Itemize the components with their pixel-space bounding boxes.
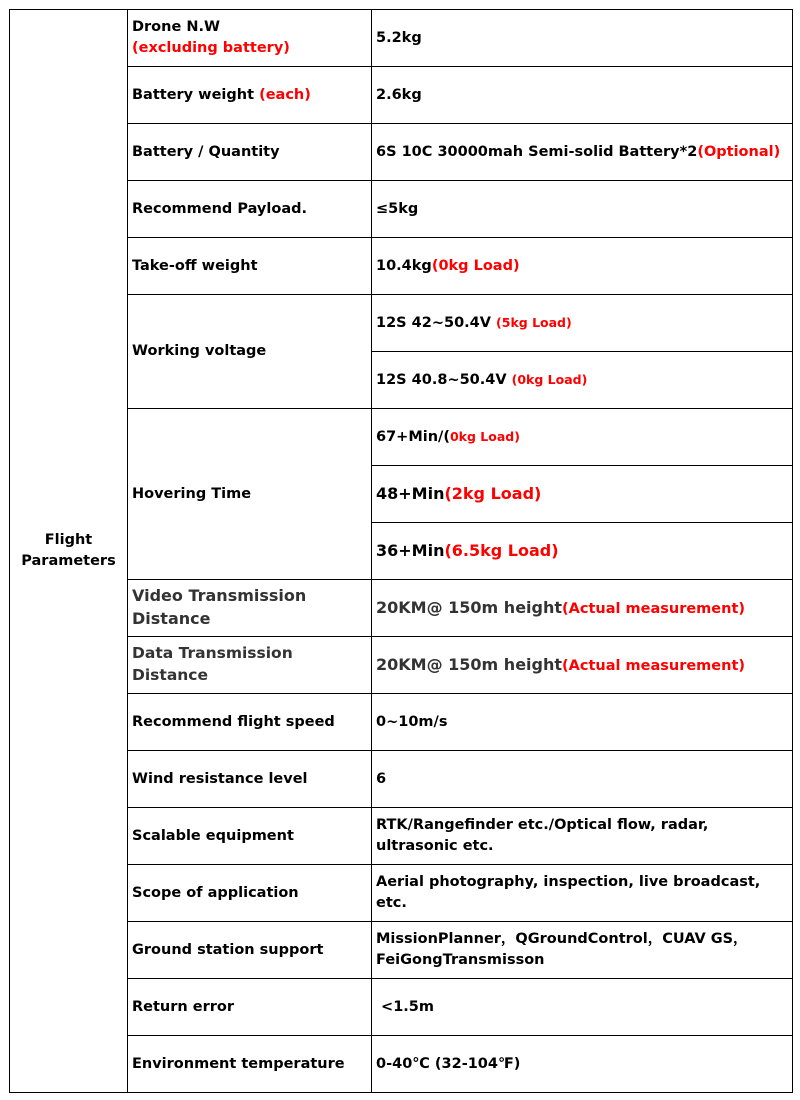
value-text: ≤5kg (376, 200, 419, 217)
value-text: <1.5m (376, 998, 434, 1015)
row-label-flight-speed (128, 694, 372, 751)
label-text: Recommend flight speed (132, 713, 335, 730)
category-line-2: Parameters (21, 553, 116, 569)
value-text: 48+Min (376, 483, 445, 503)
label-note: (each) (259, 86, 311, 103)
label-text: Take-off weight (132, 257, 258, 274)
label-text: Wind resistance level (132, 770, 308, 787)
label-text: Environment temperature (132, 1055, 345, 1072)
category-line-1: Flight (44, 532, 93, 548)
value-note: (Optional) (697, 143, 781, 160)
category-cell (10, 10, 128, 1093)
value-text: 2.6kg (376, 86, 422, 103)
value-text: 12S 40.8~50.4V (376, 372, 512, 388)
row-value-hover-6-5kg (372, 523, 793, 580)
row-value-data-transmission (372, 637, 793, 694)
value-text: Aerial photography, inspection, live broadcast, etc. (376, 874, 761, 911)
row-value-return-error (372, 979, 793, 1036)
value-note: (0kg Load) (511, 372, 588, 387)
label-text: Recommend Payload. (132, 200, 307, 217)
row-value-environment-temperature (372, 1036, 793, 1093)
row-value-takeoff-weight (372, 238, 793, 295)
row-label-scope-of-application (128, 865, 372, 922)
row-value-scalable-equipment (372, 808, 793, 865)
value-text: MissionPlanner，QGroundControl，CUAV GS，FeiGongTransmisson (376, 931, 748, 968)
row-value-voltage-5kg (372, 295, 793, 352)
label-text: Hovering Time (132, 485, 252, 502)
value-note: (2kg Load) (444, 483, 542, 503)
label-text: Ground station support (132, 941, 324, 958)
value-text: 20KM@ 150m height (376, 654, 563, 674)
label-text: Battery / Quantity (132, 143, 280, 160)
row-value-voltage-0kg (372, 352, 793, 409)
value-text: 67+Min/( (376, 429, 450, 445)
value-note: (Actual measurement) (562, 657, 746, 674)
value-note: (6.5kg Load) (444, 540, 559, 560)
row-label-return-error (128, 979, 372, 1036)
row-label-hovering-time (128, 409, 372, 580)
row-label-video-transmission (128, 580, 372, 637)
row-label-data-transmission (128, 637, 372, 694)
label-text: Battery weight (132, 86, 260, 103)
row-value-hover-2kg (372, 466, 793, 523)
row-value-flight-speed (372, 694, 793, 751)
row-value-scope-of-application (372, 865, 793, 922)
row-label-working-voltage (128, 295, 372, 409)
row-value-ground-station (372, 922, 793, 979)
value-text: 36+Min (376, 540, 445, 560)
row-label-wind-resistance (128, 751, 372, 808)
row-label-scalable-equipment (128, 808, 372, 865)
row-value-battery-quantity (372, 124, 793, 181)
label-note: (excluding battery) (132, 40, 290, 56)
flight-parameters-table (9, 9, 793, 1093)
row-value-video-transmission (372, 580, 793, 637)
row-label-battery-quantity (128, 124, 372, 181)
value-text: 5.2kg (376, 29, 422, 46)
label-text: Return error (132, 998, 235, 1015)
label-text: Scalable equipment (132, 827, 294, 844)
value-note: (Actual measurement) (562, 600, 746, 617)
row-value-battery-weight (372, 67, 793, 124)
row-label-ground-station (128, 922, 372, 979)
value-text: 6S 10C 30000mah Semi-solid Battery*2 (376, 143, 698, 160)
value-note: (5kg Load) (496, 315, 572, 330)
row-label-payload (128, 181, 372, 238)
label-text: Data Transmission Distance (132, 644, 293, 684)
value-text: 6 (376, 770, 387, 787)
value-text: 0~10m/s (376, 713, 448, 730)
label-text: Drone N.W (132, 19, 220, 35)
label-text: Video Transmission Distance (132, 586, 307, 628)
value-note: 0kg Load) (449, 429, 520, 444)
row-value-wind-resistance (372, 751, 793, 808)
row-label-takeoff-weight (128, 238, 372, 295)
row-label-battery-weight (128, 67, 372, 124)
value-note: (0kg Load) (431, 257, 520, 274)
row-value-hover-0kg (372, 409, 793, 466)
row-value-drone-nw (372, 10, 793, 67)
value-text: 20KM@ 150m height (376, 597, 563, 617)
value-text: 12S 42~50.4V (376, 315, 497, 331)
row-label-environment-temperature (128, 1036, 372, 1093)
value-text: 0-40℃ (32-104℉) (376, 1055, 521, 1072)
row-label-drone-nw (128, 10, 372, 67)
value-text: 10.4kg (376, 257, 432, 274)
label-text: Working voltage (132, 343, 267, 359)
value-text: RTK/Rangefinder etc./Optical flow, radar, ultrasonic etc. (376, 817, 709, 854)
label-text: Scope of application (132, 884, 299, 901)
row-value-payload (372, 181, 793, 238)
